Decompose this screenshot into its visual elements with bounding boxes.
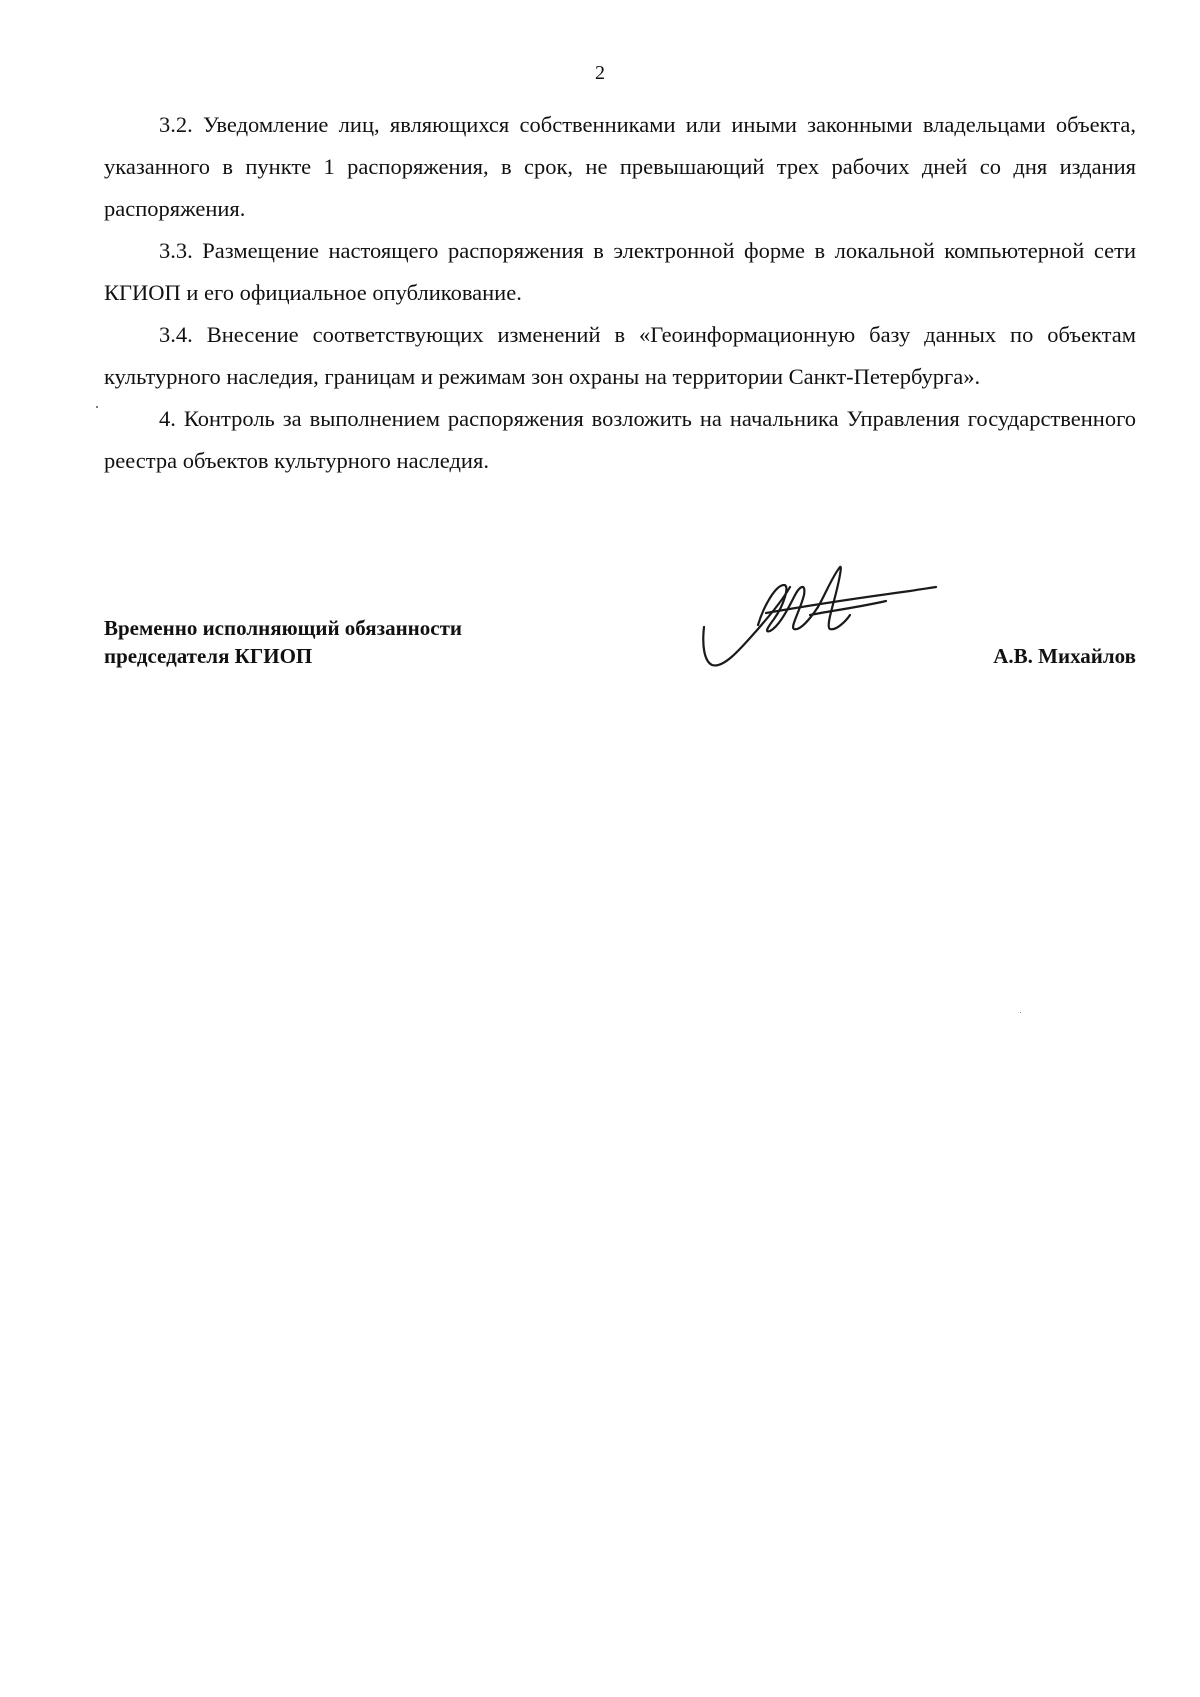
signatory-position <box>104 614 462 670</box>
signatory-position-line-2: председателя КГИОП <box>104 644 313 668</box>
paragraph-4: 4. Контроль за выполнением распоряжения возложить на начальника Управления государственного реестра объектов культурного наследия. <box>104 406 1136 473</box>
paragraph-3-4: 3.4. Внесение соответствующих изменений в «Геоинформационную базу данных по объектам культурного наследия, границам и режимам зон охраны на территории Санкт-Петербурга». <box>104 322 1136 389</box>
document-body <box>104 104 1136 482</box>
page-number: 2 <box>595 62 605 84</box>
paragraph-3-3: 3.3. Размещение настоящего распоряжения в электронной форме в локальной компьютерной сети КГИОП и его официальное опубликование. <box>104 238 1136 305</box>
scan-speck <box>96 406 98 408</box>
paragraph-3-2: 3.2. Уведомление лиц, являющихся собственниками или иными законными владельцами объекта, указанного в пункте 1 распоряжения, в срок, не превышающий трех рабочих дней со дня издания распоряжения. <box>104 112 1136 221</box>
signatory-position-line-1: Временно исполняющий обязанности <box>104 616 463 640</box>
scan-speck <box>1020 1012 1021 1013</box>
handwritten-signature <box>690 555 950 685</box>
signatory-name: А.В. Михайлов <box>993 644 1136 668</box>
